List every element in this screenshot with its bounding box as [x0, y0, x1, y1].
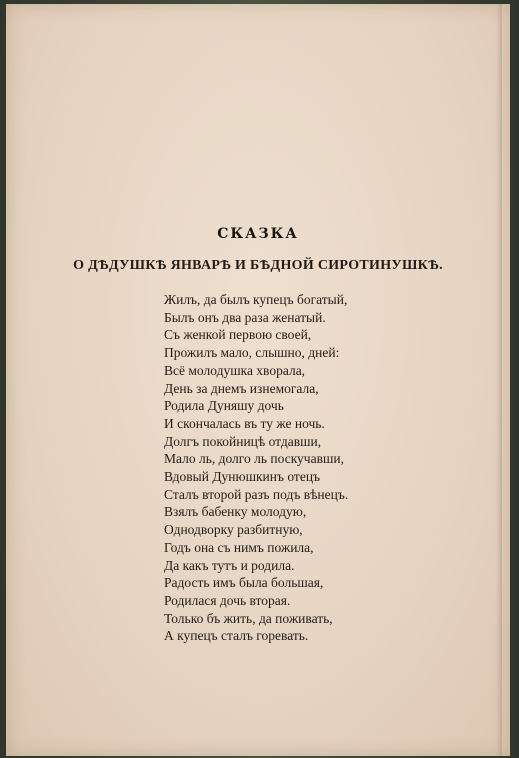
- poem-line: Да какъ тутъ и родила.: [164, 557, 295, 573]
- poem-line: Долгъ покойницѣ отдавши,: [164, 433, 322, 449]
- poem-line: Прожилъ мало, слышно, дней:: [164, 345, 340, 361]
- poem-line: Только бъ жить, да поживать,: [164, 610, 333, 626]
- poem-line: А купецъ сталъ горевать.: [164, 628, 309, 644]
- poem-line: Родилася дочь вторая.: [164, 592, 291, 608]
- poem-line: Жилъ, да былъ купецъ богатый,: [164, 292, 348, 307]
- book-page: [6, 4, 510, 756]
- page-edge-shadow: [496, 4, 502, 756]
- page-subtitle: О ДѢДУШКѢ ЯНВАРѢ И БѢДНОЙ СИРОТИНУШКѢ.: [73, 258, 443, 273]
- poem-line: Годъ она съ нимъ пожила,: [164, 539, 314, 555]
- poem-line: День за днемъ изнемогала,: [164, 380, 319, 396]
- poem-line: Сталъ второй разъ подъ вѣнецъ.: [164, 486, 349, 502]
- poem-line: Былъ онъ два раза женатый.: [164, 309, 326, 325]
- poem-line: Взялъ бабенку молодую,: [164, 504, 307, 520]
- poem-line: Родила Дуняшу дочь: [164, 398, 284, 414]
- poem-line: Мало ль, долго ль поскучавши,: [164, 451, 344, 467]
- poem-line: И скончалась въ ту же ночь.: [164, 415, 325, 431]
- poem-text: [164, 291, 464, 645]
- poem-line: Вдовый Дунюшкинъ отецъ: [164, 469, 321, 485]
- poem-line: Радость имъ была большая,: [164, 575, 324, 591]
- page-title: СКАЗКА: [217, 226, 299, 242]
- poem-line: Однодворку разбитную,: [164, 522, 303, 538]
- poem-line: Всё молодушка хворала,: [164, 362, 306, 378]
- poem-line: Съ женкой первою своей,: [164, 327, 312, 343]
